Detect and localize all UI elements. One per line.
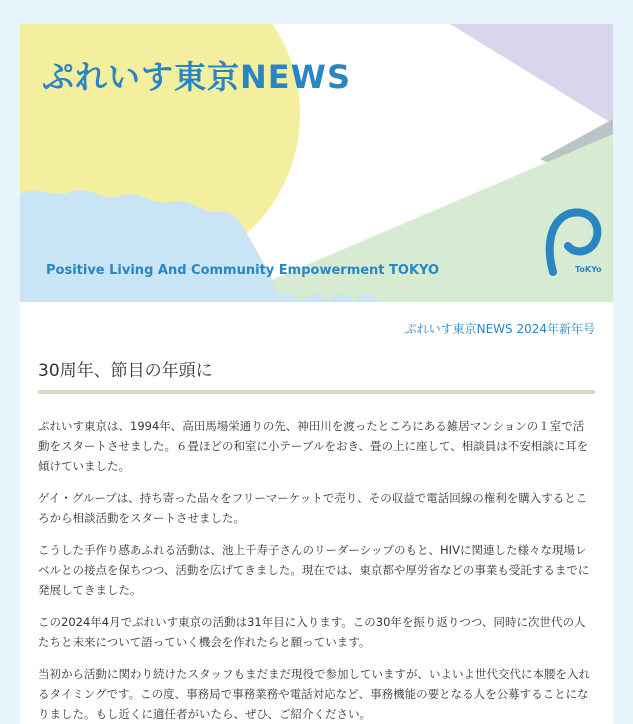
newsletter-card (20, 24, 613, 724)
paragraph: こうした手作り感あふれる活動は、池上千寿子さんのリーダーシップのもと、HIVに関連した様々な現場レベルとの接点を保ちつつ、活動を広げてきました。現在では、東京都や厚労省などの事業も受託するまでに発展してきました。 (38, 543, 590, 597)
issue-label: ぷれいす東京NEWS 2024年新年号 (404, 322, 595, 336)
paragraph: 当初から活動に関わり続けたスタッフもまだまだ現役で参加していますが、いよいよ世代交代に本腰を入れるタイミングです。この度、事務局で事務業務や電話対応など、事務機能の要となる人を公募することになりました。もし近くに適任者がいたら、ぜひ、ご紹介ください。 (38, 667, 590, 721)
logo-text: ToKYo (575, 265, 602, 274)
paragraph: この2024年4月でぷれいす東京の活動は31年目に入ります。この30年を振り返りつつ、同時に次世代の人たちと未来について語っていく機会を作れたらと願っています。 (38, 615, 586, 649)
paragraph: ゲイ・グループは、持ち寄った品々をフリーマーケットで売り、その収益で電話回線の権利を購入するところから相談活動をスタートさせました。 (38, 491, 588, 525)
article-body (38, 416, 595, 724)
banner-title: ぷれいす東京NEWS (42, 58, 351, 96)
article-heading: 30周年、節目の年頭に (38, 356, 595, 394)
header-banner (20, 24, 613, 302)
banner-subtitle: Positive Living And Community Empowerment TOKYO (46, 263, 440, 278)
purple-shape (450, 24, 613, 124)
paragraph: ぷれいす東京は、1994年、高田馬場栄通りの先、神田川を渡ったところにある雑居マンションの１室で活動をスタートさせました。６畳ほどの和室に小テーブルをおき、畳の上に座して、相談員は不安相談に耳を傾けていました。 (38, 419, 589, 473)
